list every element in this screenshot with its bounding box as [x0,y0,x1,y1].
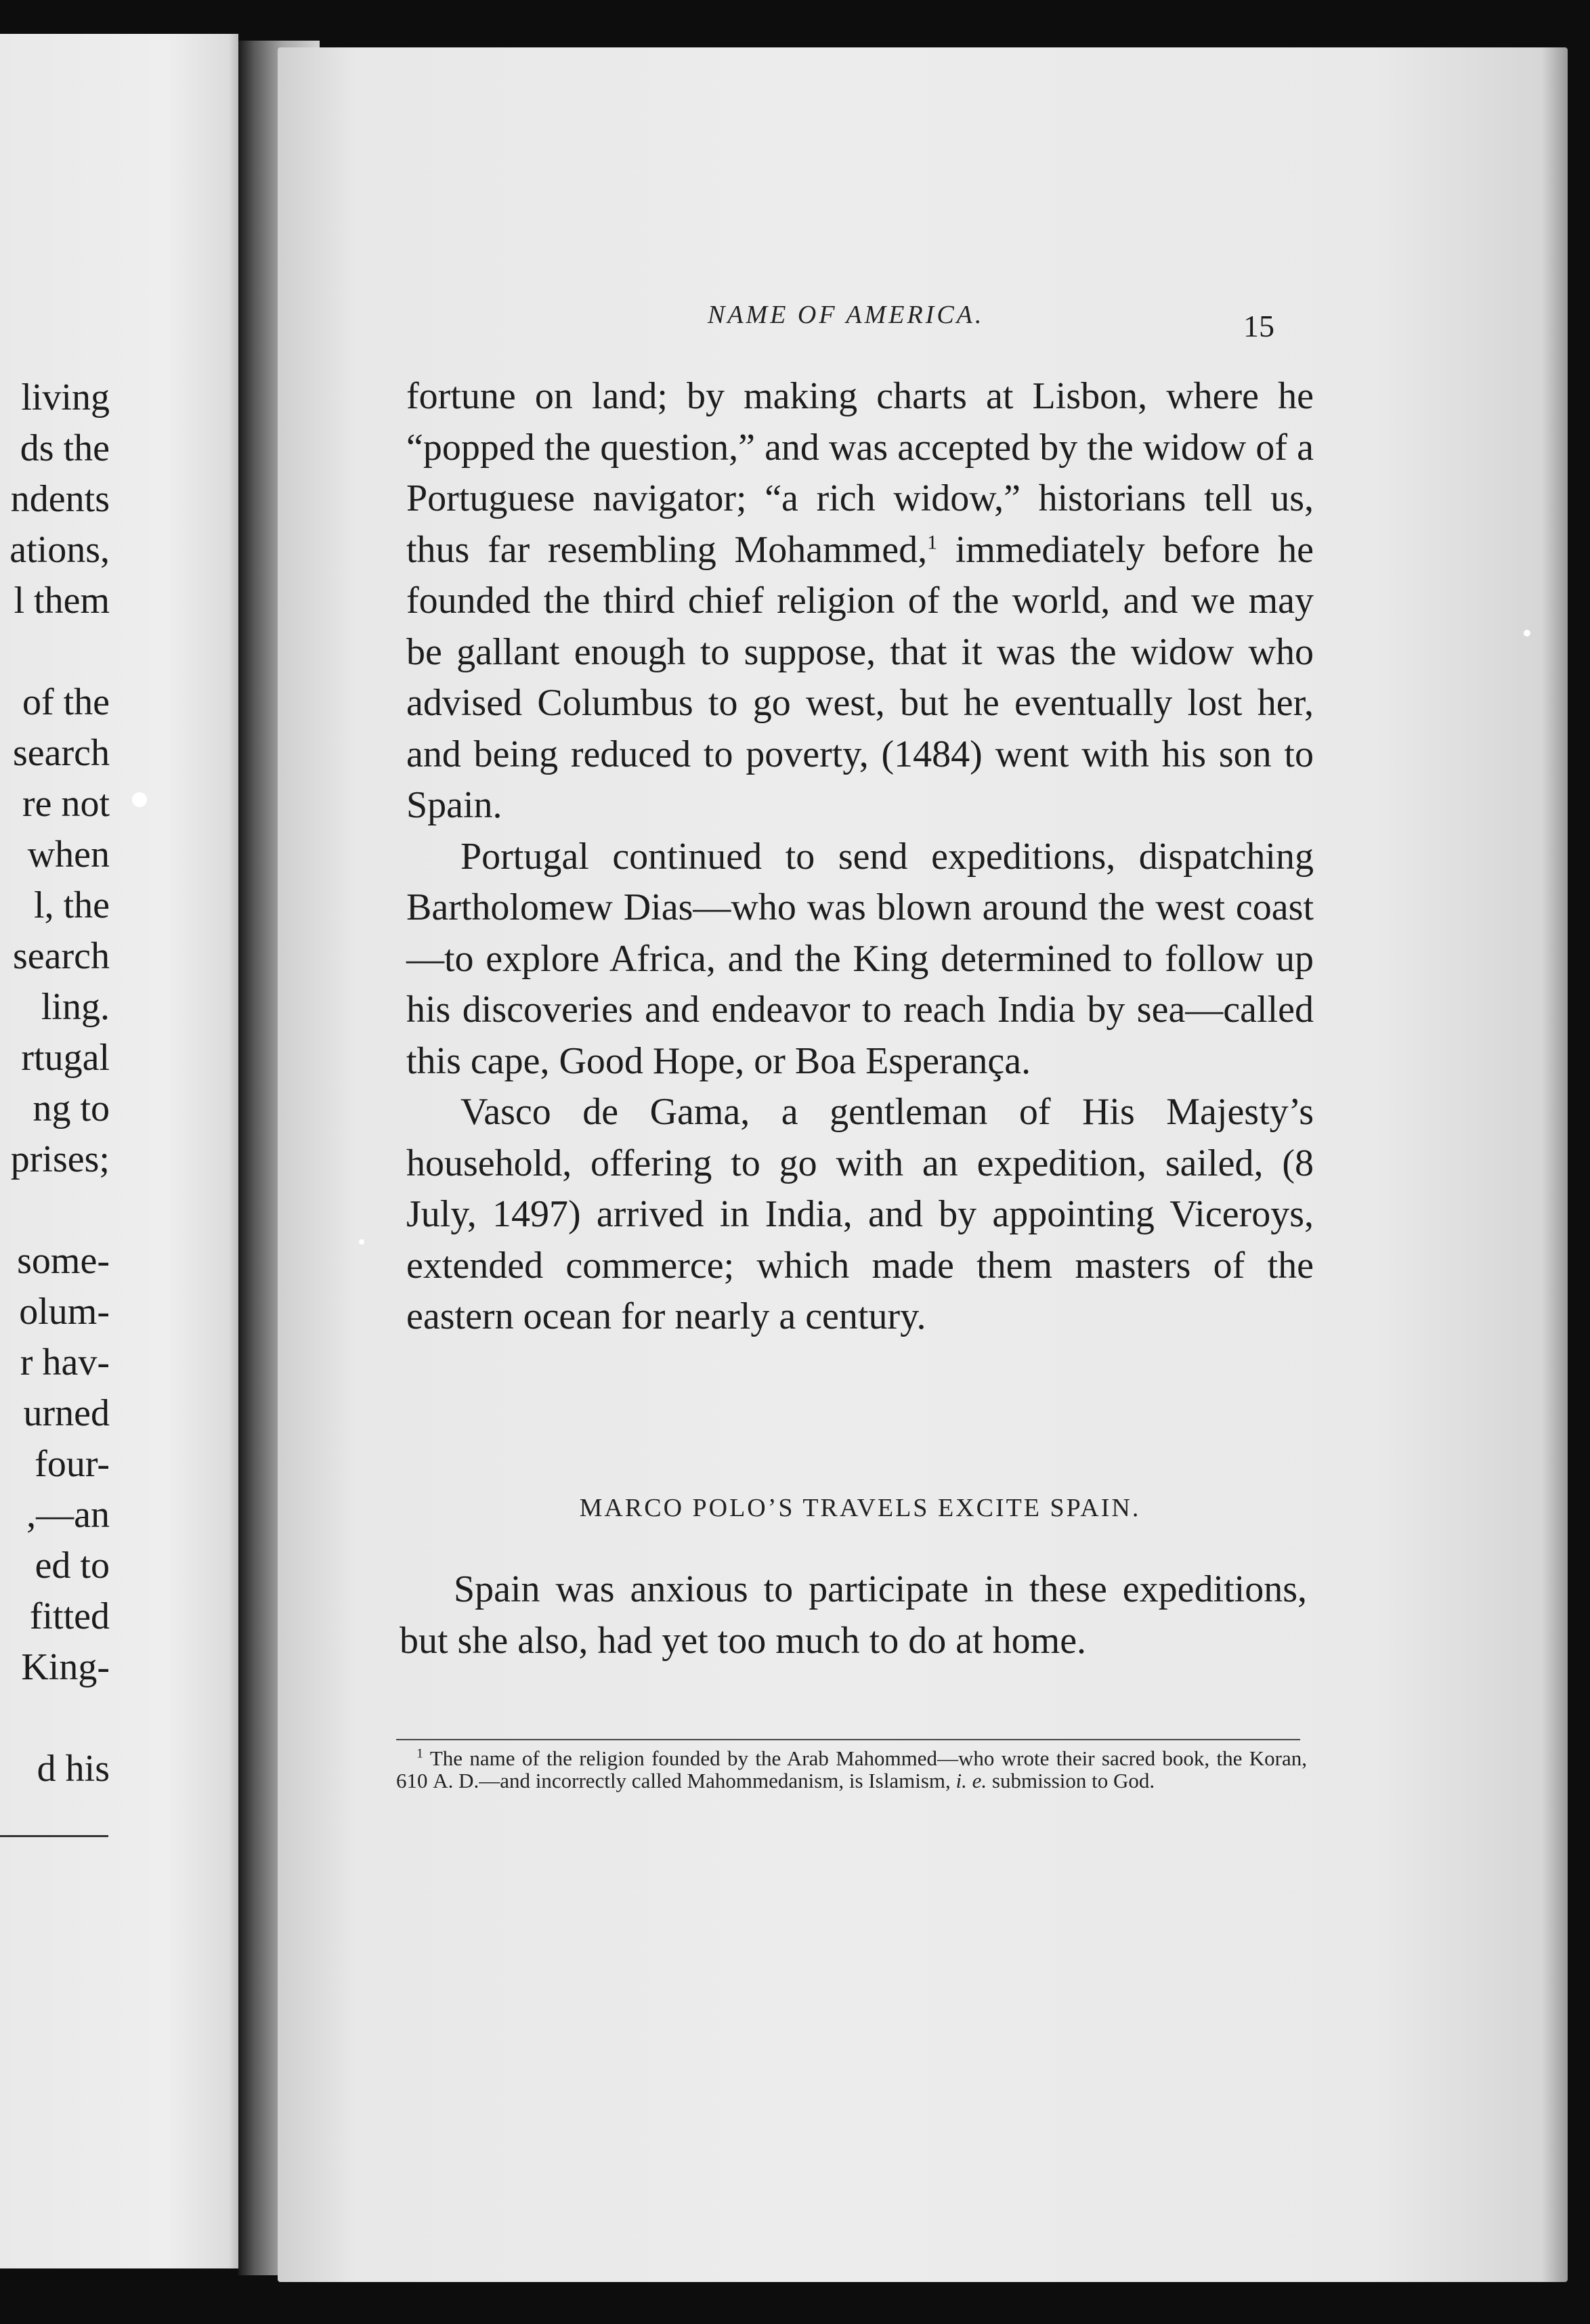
left-page [0,34,238,2268]
left-page-line: ds the [20,427,110,469]
left-page-line: rtugal [21,1037,110,1079]
left-page-line: search [12,935,110,977]
left-page-line [9,1693,110,1744]
left-page-line: ng to [33,1088,110,1129]
left-page-line: King- [21,1646,110,1688]
left-page-line [9,626,110,677]
paragraph-3: Vasco de Gama, a gentleman of His Majesty’s household, offering to go with an expedition, sailed, (8 July, 1497) arrived in India, and by appointing Viceroys, extended commerce; which made them masters of the eastern ocean for nearly a century. [406,1091,1314,1337]
scan-speck [359,1239,364,1245]
left-page-line: ndents [10,478,110,520]
left-page-line: r hav- [20,1341,110,1383]
left-page-line: re not [22,783,110,825]
scan-speck [1524,630,1530,637]
left-page-line: some- [17,1240,110,1282]
left-page-line: prises; [10,1138,110,1180]
left-page-line: urned [23,1392,110,1434]
page-number: 15 [1243,309,1274,343]
running-head: NAME OF AMERICA. [708,301,985,329]
section-paragraph: Spain was anxious to participate in these expeditions, but she also, had yet too much to do at home. [400,1568,1307,1662]
footnote-reference[interactable]: 1 [927,530,938,553]
left-page-line: l, the [34,884,110,926]
footnote-marker: 1 [416,1746,423,1761]
left-page-line [9,1185,110,1236]
left-page-line: ling. [41,986,110,1028]
paragraph-2: Portugal continued to send expeditions, dispatching Bartholomew Dias—who was blown around the west coast—to explore Africa, and the King determined to follow up his discoveries and endeavor to reach India by sea—called this cape, Good Hope, or Boa Esperança. [406,835,1314,1082]
left-page-line: ed to [35,1545,110,1587]
left-page-line: fitted [29,1595,110,1637]
left-page-line: ,—an [26,1494,110,1536]
scan-speck [132,792,147,807]
left-page-line: when [27,834,110,876]
left-page-line: olum- [19,1291,110,1333]
footnote-rule [396,1739,1300,1740]
left-page-line: search [12,732,110,774]
body-text [406,371,1314,1343]
left-page-footnote-rule [0,1835,108,1837]
footnote: $^1$ The name of the religion founded by the Arab Mahommed—who wrote their sacred book, the Koran, 610 A. D.—and incorrectly called Mahommedanism, is Islamism, i. e. submission to God. [396,1746,1307,1792]
left-page-line: of the [22,681,110,723]
left-page-line: four- [35,1443,110,1485]
left-page-line: d his [37,1748,110,1790]
left-page-text-column [9,372,110,1794]
footnote-era: A. D. [433,1769,479,1792]
left-page-line: living [21,376,110,418]
paragraph-1: fortune on land; by making charts at Lisbon, where he “popped the question,” and was accepted by the widow of a Portuguese navigator; “a rich widow,” historians tell us, thus far resembling Mohammed,$^1$ immediately before he founded the third chief religion of the world, and we may be gallant enough to suppose, that it was the widow who advised Columbus to go west, but he eventually lost her, and being reduced to poverty, (1484) went with his son to Spain. [406,375,1314,826]
section-heading: MARCO POLO’S TRAVELS EXCITE SPAIN. [579,1494,1141,1522]
left-page-line: l them [14,580,110,622]
left-page-line: ations, [9,529,110,571]
footnote-ie: i. e. [955,1769,987,1792]
